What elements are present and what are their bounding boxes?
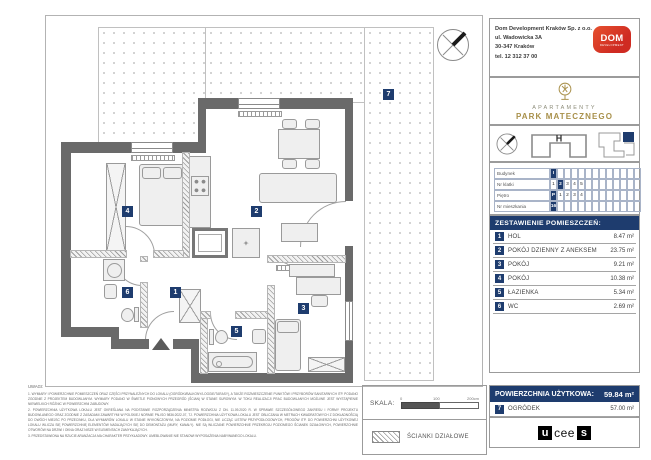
room-name: WC <box>508 303 519 310</box>
toilet-tank <box>209 329 214 345</box>
room-list-header <box>490 216 639 230</box>
table-cell <box>592 201 599 212</box>
partition-wall <box>141 283 147 327</box>
room-label-living: 2 <box>251 206 262 217</box>
room-number-badge: 5 <box>495 288 504 297</box>
table-cell <box>634 179 641 190</box>
partition-wall <box>141 257 147 261</box>
scale-segment-dark <box>401 402 441 409</box>
table-cell: 16 <box>550 201 557 212</box>
table-cell <box>606 201 613 212</box>
table-row <box>494 168 641 179</box>
table-cell <box>627 179 634 190</box>
room-row <box>493 272 636 286</box>
wall <box>345 246 353 301</box>
kitchen-island: ✦ <box>232 228 260 258</box>
wall <box>61 142 71 337</box>
garden-area-right <box>364 27 434 381</box>
table-cell <box>620 190 627 201</box>
table-row <box>494 201 641 212</box>
sofa <box>259 173 337 203</box>
bathtub <box>208 352 257 372</box>
notes-block <box>28 384 358 441</box>
table-cell <box>599 179 606 190</box>
table-cell <box>620 168 627 179</box>
dining-table <box>278 129 320 159</box>
ucees-logo <box>490 418 639 447</box>
garden-area-top <box>205 27 365 103</box>
desk-chair <box>311 295 328 307</box>
total-area-bar <box>490 386 639 402</box>
room-label-room3: 3 <box>298 303 309 314</box>
table-cell: 2 <box>557 179 564 190</box>
partition-wall <box>154 251 183 257</box>
scale-tick: 100 <box>433 396 440 401</box>
building-label: H <box>555 133 563 144</box>
company-header-panel <box>489 18 640 77</box>
entrance-arrow-icon <box>152 338 170 350</box>
room-list-title: ZESTAWIENIE POMIESZCZEŃ: <box>495 219 602 227</box>
table-cell <box>606 168 613 179</box>
table-cell <box>585 190 592 201</box>
table-cell <box>634 168 641 179</box>
room-area: 8.47 m² <box>613 233 634 240</box>
window <box>131 142 173 153</box>
washing-machine <box>103 259 125 281</box>
legend-partitions-label: ŚCIANKI DZIAŁOWE <box>407 434 469 440</box>
table-cell <box>564 168 571 179</box>
scale-label: SKALA: <box>370 400 395 407</box>
room-label-bathroom: 5 <box>231 326 242 337</box>
table-cell <box>585 201 592 212</box>
room-name: HOL <box>508 233 521 240</box>
room-name: OGRÓDEK <box>508 406 541 412</box>
room-number-badge: 2 <box>495 246 504 255</box>
table-cell: 5 <box>578 179 585 190</box>
table-cell <box>627 190 634 201</box>
room-row <box>493 286 636 300</box>
table-cell <box>613 179 620 190</box>
stove <box>191 176 209 196</box>
room-name: POKÓJ <box>508 275 530 282</box>
wall <box>345 98 353 201</box>
scale-bar <box>400 396 480 407</box>
company-street: ul. Wadowicka 3A <box>495 35 543 42</box>
company-city: 30-347 Kraków <box>495 44 535 51</box>
room-list-panel <box>489 215 640 373</box>
table-row <box>494 179 641 190</box>
table-cell <box>627 201 634 212</box>
partition-wall <box>201 312 207 373</box>
wardrobe <box>308 357 345 372</box>
table-cell <box>613 168 620 179</box>
table-cell <box>585 168 592 179</box>
window <box>345 301 353 341</box>
room-number-badge: 7 <box>495 405 504 414</box>
room-number-badge: 4 <box>495 274 504 283</box>
room-name: POKÓJ <box>508 261 530 268</box>
location-panel <box>489 125 640 162</box>
toilet <box>215 330 228 344</box>
compass-icon <box>496 133 518 155</box>
ucees-panel <box>489 417 640 448</box>
total-area-value: 59.84 m² <box>603 389 634 399</box>
room-name: ŁAZIENKA <box>508 289 539 296</box>
totals-panel <box>489 385 640 417</box>
table-cell <box>599 168 606 179</box>
washbasin <box>252 329 266 344</box>
table-cell <box>585 179 592 190</box>
row-label: Nr mieszkania <box>494 201 550 212</box>
table-cell <box>564 201 571 212</box>
table-cell <box>578 201 585 212</box>
table-cell: 4 <box>571 179 578 190</box>
wall <box>111 339 149 349</box>
row-cells <box>550 201 641 212</box>
table-cell <box>613 201 620 212</box>
room-row <box>493 244 636 258</box>
brand-line1: APARTAMENTY <box>532 105 597 111</box>
site-plan-mini <box>596 129 638 161</box>
room-label-garden: 7 <box>383 89 394 100</box>
table-cell: 1 <box>557 190 564 201</box>
table-cell <box>627 168 634 179</box>
table-cell <box>620 201 627 212</box>
unit-info-panel <box>489 162 640 215</box>
hall-wardrobe <box>179 289 201 323</box>
room-label-room4: 4 <box>122 206 133 217</box>
room-row <box>493 230 636 244</box>
room-area: 2.69 m² <box>613 303 634 310</box>
partition-wall <box>268 256 345 262</box>
room-label-wc: 6 <box>122 287 133 298</box>
toilet-tank <box>134 307 139 322</box>
partition-wall <box>268 286 274 373</box>
dom-logo-subtext: DEVELOPMENT <box>599 43 624 47</box>
wall <box>191 373 353 383</box>
scale-tick: 200cm <box>467 396 480 401</box>
table-cell <box>634 190 641 201</box>
company-phone: tel. 12 312 37 00 <box>495 53 538 60</box>
room-area: 23.75 m² <box>610 247 634 254</box>
table-cell: 4 <box>578 190 585 201</box>
brand-line2: PARK MATECZNEGO <box>515 112 614 121</box>
partition-wall <box>71 251 126 257</box>
table-cell: I <box>550 168 557 179</box>
room-row <box>493 300 636 314</box>
brand-panel <box>489 77 640 125</box>
ucees-logo-u: u <box>538 426 552 440</box>
room-label-hol: 1 <box>170 287 181 298</box>
kitchen-sink-unit <box>192 228 228 258</box>
row-cells <box>550 190 641 201</box>
dom-development-logo <box>593 26 631 53</box>
room-area: 5.34 m² <box>613 289 634 296</box>
washbasin <box>104 284 117 299</box>
coffee-table <box>281 223 318 242</box>
partition-hatch-swatch <box>372 431 400 443</box>
row-label: Nr klatki <box>494 179 550 190</box>
table-cell: 1 <box>550 179 557 190</box>
pillow <box>142 167 161 179</box>
pillow <box>277 321 299 333</box>
room-name: POKÓJ DZIENNY Z ANEKSEM <box>508 247 597 254</box>
building-outline <box>524 129 594 161</box>
table-cell <box>634 201 641 212</box>
floorplan-canvas <box>45 15 483 387</box>
room-row <box>493 258 636 272</box>
desk <box>296 277 341 295</box>
row-label: Budynek <box>494 168 550 179</box>
chair <box>282 119 297 129</box>
table-cell <box>620 179 627 190</box>
table-cell <box>606 190 613 201</box>
table-cell <box>592 168 599 179</box>
notes-title: UWAGI: <box>28 384 44 389</box>
notes-paragraph: 2. POWIERZCHNIA UŻYTKOWA LOKALU JEST OKREŚLANA NA PODSTAWIE ROZPORZĄDZENIA MINISTRA ROZWOJU Z DN. 11.09.2020 R. W SPRAWIE SZCZEGÓŁOWEGO ZAKRESU I FORMY PROJEKTU BUDOWLANEGO ORAZ ZGODNIE Z ZASADAMI ZAWARTYMI W POLSKIEJ NORMIE PN-ISO 9836:2022-07, TJ. POWIERZCHNIA UŻYTKOWA LOKALU JEST OBLICZANA W METRACH KWADRATOWYCH Z DOKŁADNOŚCIĄ DO DWÓCH MIEJSC PO PRZECINKU, DLA WYMIARÓW LOKALU W STANIE WYKOŃCZONYM, NA POZIOMIE PODŁOGI, NIE LICZĄC LISTEW PRZYPODŁOGOWYCH, PROGÓW ITP. DO POWIERZCHNI UŻYTKOWEJ LOKALU WLICZA SIĘ POWIERZCHNIĘ ELEMENTÓW NADAJĄCYCH SIĘ DO DEMONTAŻU (MURY, KANAŁY). NIE SĄ WLICZANE POWIERZCHNIE PRZEKROJU POZIOMEGO ŚCIANEK DZIAŁOWYCH, POWIERZCHNIE OTWORÓW NA DRZWI I OKNA ORAZ NISZE W ELEMENTACH ZAMYKAJĄCYCH. <box>28 408 358 432</box>
room-area: 57.00 m² <box>610 406 634 412</box>
table-row <box>494 190 641 201</box>
chair <box>305 119 320 129</box>
table-cell: P <box>550 190 557 201</box>
table-cell: 2 <box>564 190 571 201</box>
chair <box>282 159 297 169</box>
legend-box <box>362 419 487 455</box>
chair <box>305 159 320 169</box>
table-cell <box>571 168 578 179</box>
table-cell <box>557 168 564 179</box>
entrance-door-arc <box>145 311 174 340</box>
partition-wall <box>183 153 189 257</box>
table-cell <box>592 179 599 190</box>
dom-logo-text: DOM <box>600 32 624 44</box>
table-cell <box>599 190 606 201</box>
ucees-logo-cee: cee <box>554 425 575 440</box>
table-cell <box>578 168 585 179</box>
table-cell: 3 <box>564 179 571 190</box>
room-number-badge: 6 <box>495 302 504 311</box>
table-cell <box>599 201 606 212</box>
garden-area-top-left <box>98 27 206 143</box>
room-number-badge: 1 <box>495 232 504 241</box>
garden-row <box>493 402 636 417</box>
radiator <box>238 111 282 117</box>
toilet <box>121 308 134 322</box>
window <box>238 98 280 109</box>
partition-wall <box>201 312 210 318</box>
pillow <box>163 167 182 179</box>
site-highlight-square <box>623 132 634 142</box>
tv-bench <box>289 264 335 277</box>
ucees-logo-s: s <box>577 426 591 440</box>
table-cell <box>571 201 578 212</box>
scale-segment-light <box>439 402 479 409</box>
compass-icon <box>436 28 470 62</box>
table-cell <box>592 190 599 201</box>
table-cell: 3 <box>571 190 578 201</box>
row-cells <box>550 179 641 190</box>
total-area-label: POWIERZCHNIA UŻYTKOWA: <box>495 390 594 398</box>
table-cell <box>606 179 613 190</box>
room-area: 10.38 m² <box>610 275 634 282</box>
scale-tick: 0 <box>400 396 403 401</box>
room-number-badge: 3 <box>495 260 504 269</box>
row-label: Piętro <box>494 190 550 201</box>
radiator <box>131 155 175 161</box>
partition-wall <box>236 312 268 318</box>
company-name: Dom Development Kraków Sp. z o.o. <box>495 26 592 32</box>
table-cell <box>613 190 620 201</box>
scale-box <box>362 385 487 420</box>
notes-paragraph: 1. WYMIARY I POWIERZCHNIE POMIESZCZEŃ ORAZ CZĘŚCI PRZYNALEŻNYCH DO LOKALU (OGRÓDKI/BALKONY/LOGGIE/TARASY), A TAKŻE ROZMIESZCZENIE PUNKTÓW I PRZYBORÓW SANITARNYCH ITP. PODANO ZGODNIE Z PROJEKTEM BUDOWLANYM. WYMIARY PODANO W ŚWIETLE PIONOWYCH PRZEGRÓD (ŚCIAN) W STANIE SUROWYM. W TOKU REALIZACJI PRAC BUDOWLANYCH MOŻLIWE JEST WYSTĄPIENIE NIEWIELKICH RÓŻNIC W POWIERZCHNI ZABUDOWY. <box>28 392 358 406</box>
row-cells <box>550 168 641 179</box>
tree-logo-icon <box>554 81 576 103</box>
table-cell <box>557 201 564 212</box>
notes-paragraph: 3. PRZEDSTAWIONA NA RZUCIE ARANŻACJA MA CHARAKTER PRZYKŁADOWY. UMEBLOWANIE NIE STANOWI WYPOSAŻENIA NABYWANEGO LOKALU. <box>28 434 257 439</box>
room-area: 9.21 m² <box>613 261 634 268</box>
bedroom4-door-arc <box>126 226 155 255</box>
